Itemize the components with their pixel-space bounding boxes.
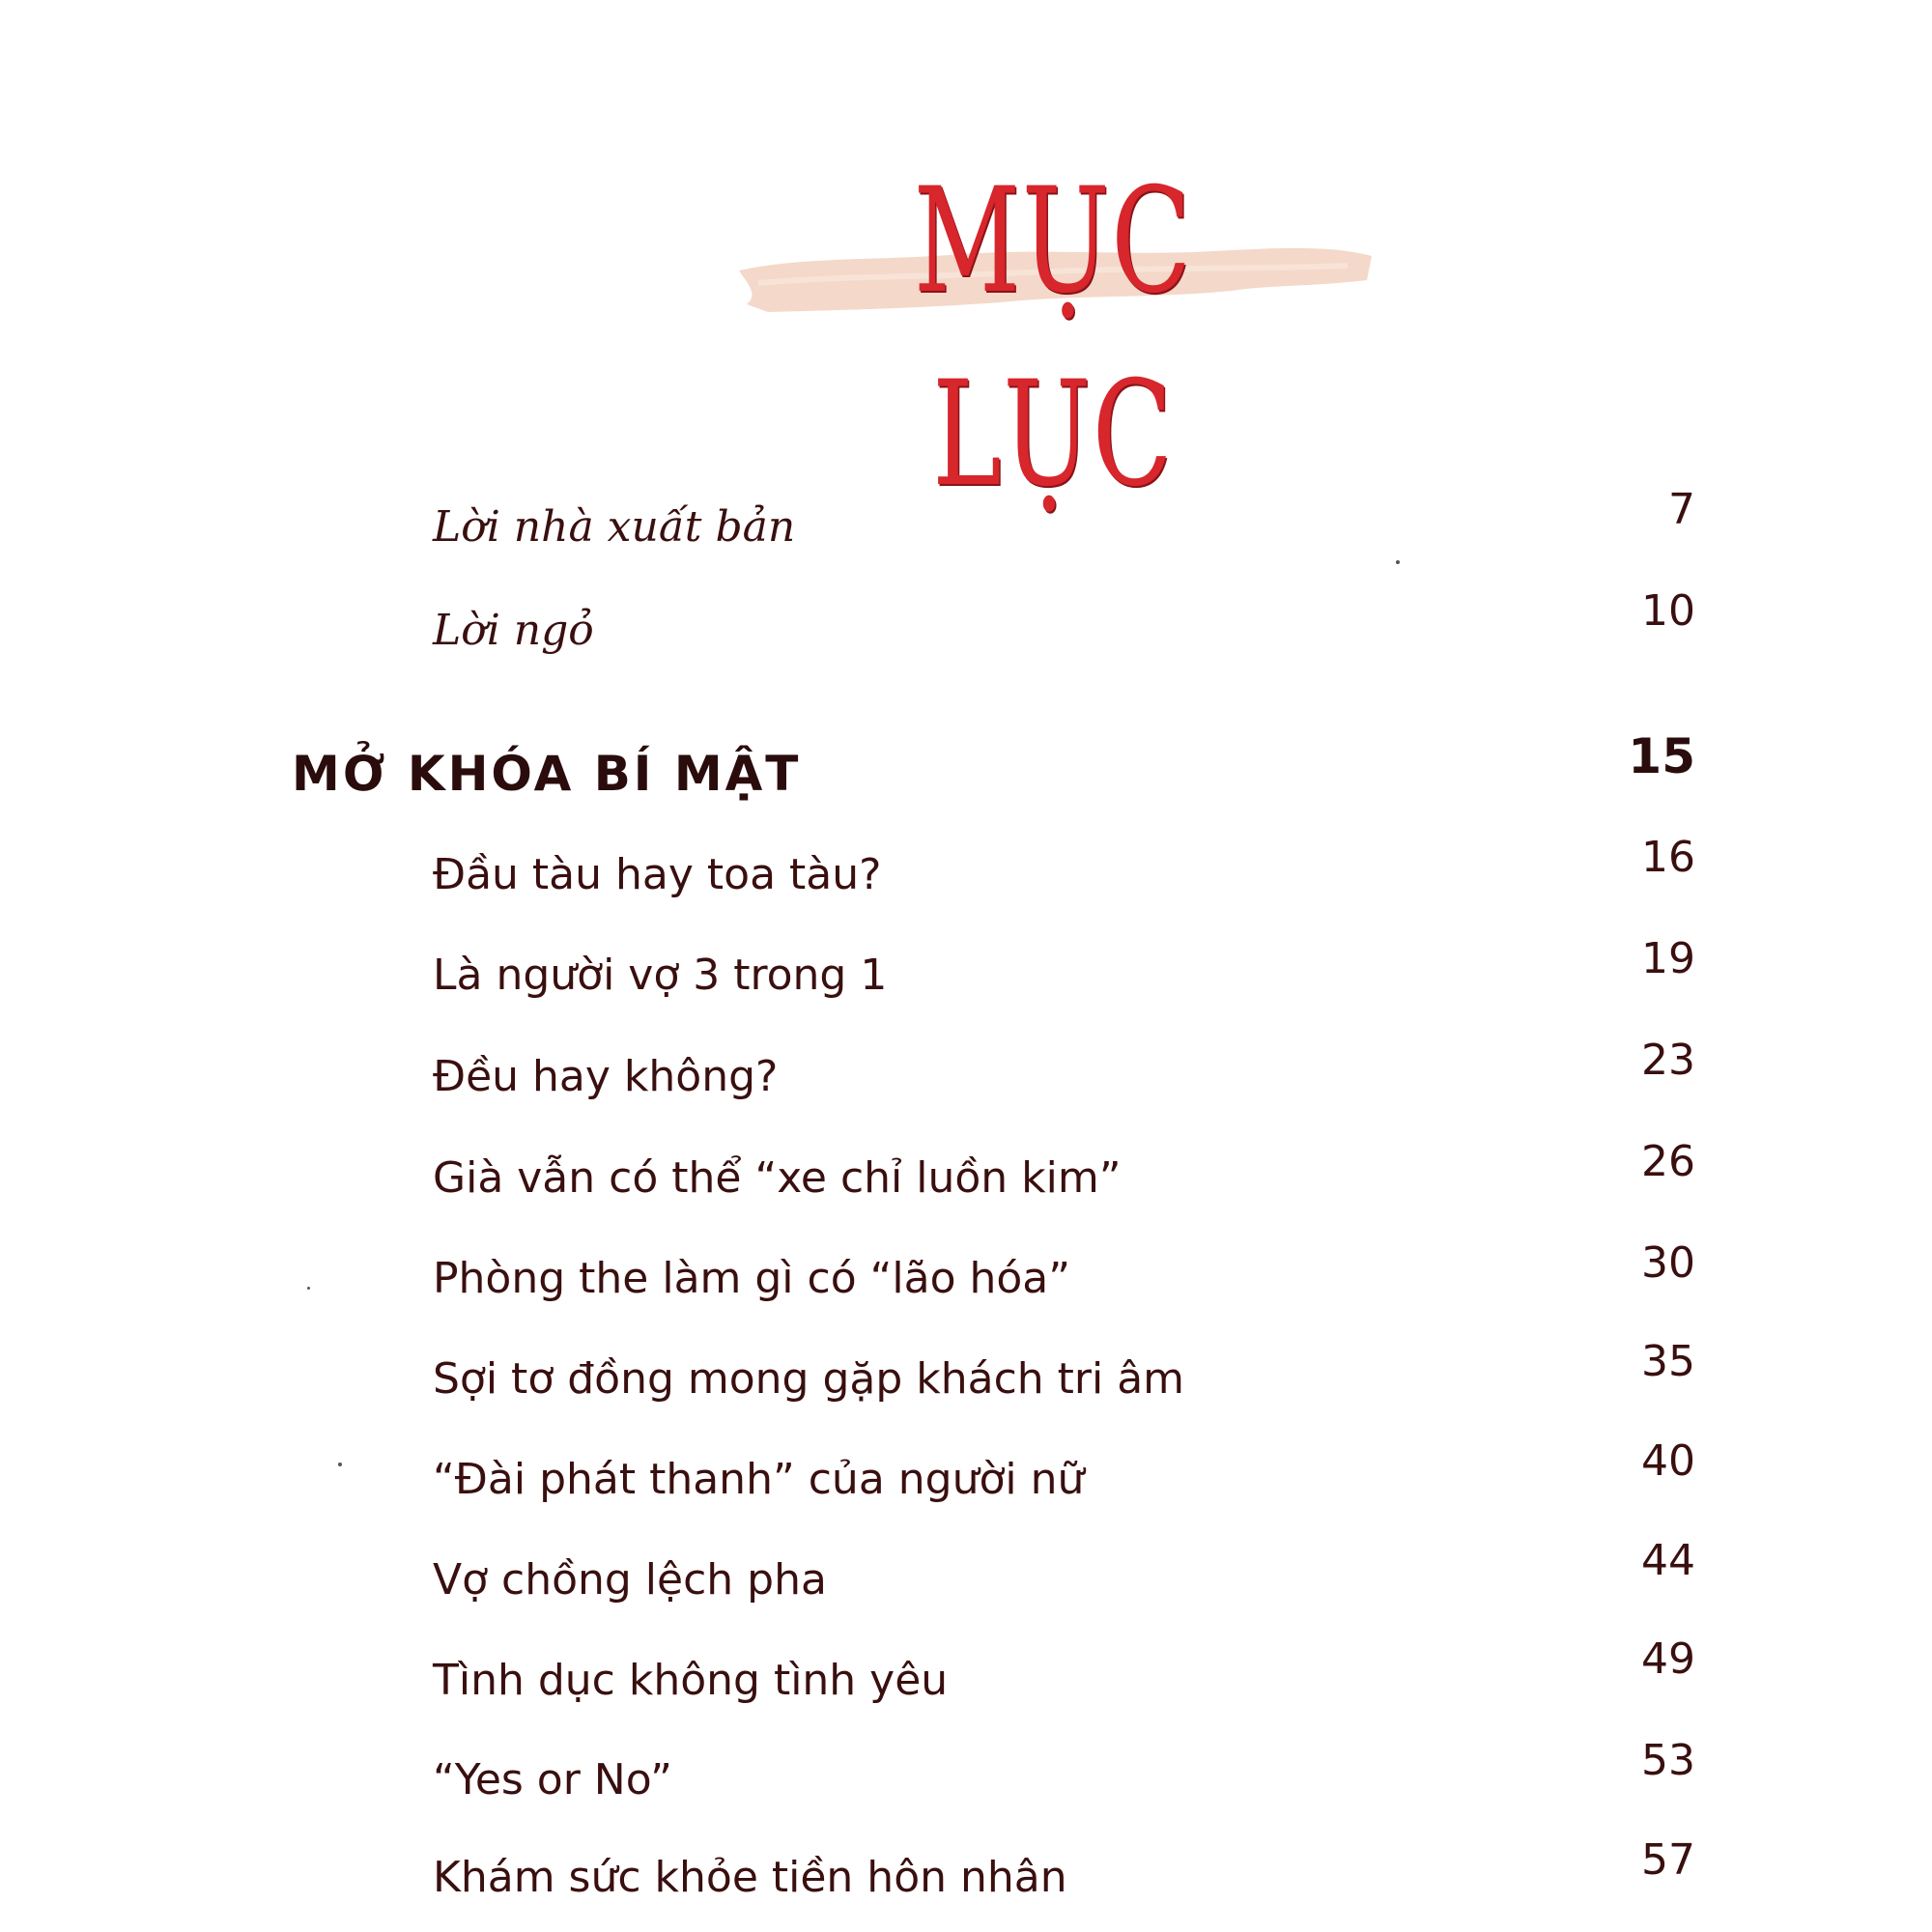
- toc-entry-page-number: 16: [1641, 833, 1695, 882]
- toc-entry-title: Lời ngỏ: [433, 606, 594, 655]
- toc-entry-page-number: 15: [1628, 728, 1695, 784]
- toc-entry-page-number: 19: [1641, 934, 1695, 983]
- toc-entry-title: Phòng the làm gì có “lão hóa”: [433, 1254, 1071, 1303]
- toc-entry-title: Là người vợ 3 trong 1: [433, 951, 888, 1000]
- toc-entry-page-number: 23: [1641, 1036, 1695, 1085]
- toc-entry-title: “Yes or No”: [433, 1755, 672, 1804]
- toc-entry-title: Sợi tơ đồng mong gặp khách tri âm: [433, 1354, 1185, 1404]
- toc-entry-page-number: 53: [1641, 1736, 1695, 1785]
- toc-entry-page-number: 30: [1641, 1238, 1695, 1288]
- toc-entry-title: Lời nhà xuất bản: [433, 502, 796, 552]
- toc-entry-title: Đều hay không?: [433, 1052, 779, 1101]
- page-title: MỤC LỤC: [913, 157, 1193, 519]
- toc-entry-page-number: 44: [1641, 1536, 1695, 1585]
- toc-entry-title: Khám sức khỏe tiền hôn nhân: [433, 1853, 1067, 1902]
- print-speck: [1396, 560, 1400, 564]
- print-speck: [338, 1463, 342, 1466]
- toc-entry-title: Vợ chồng lệch pha: [433, 1555, 827, 1605]
- toc-entry-page-number: 10: [1641, 586, 1695, 636]
- toc-entry-page-number: 7: [1668, 485, 1695, 534]
- toc-entry-page-number: 40: [1641, 1436, 1695, 1486]
- toc-entry-title: “Đài phát thanh” của người nữ: [433, 1455, 1085, 1504]
- section-heading: MỞ KHÓA BÍ MẬT: [292, 746, 802, 802]
- toc-entry-page-number: 26: [1641, 1137, 1695, 1186]
- toc-entry-title: Già vẫn có thể “xe chỉ luồn kim”: [433, 1153, 1122, 1203]
- toc-entry-title: Tình dục không tình yêu: [433, 1656, 949, 1705]
- toc-entry-page-number: 57: [1641, 1835, 1695, 1885]
- toc-entry-title: Đầu tàu hay toa tàu?: [433, 850, 882, 899]
- print-speck: [307, 1287, 310, 1290]
- toc-entry-page-number: 35: [1641, 1337, 1695, 1386]
- toc-entry-page-number: 49: [1641, 1634, 1695, 1684]
